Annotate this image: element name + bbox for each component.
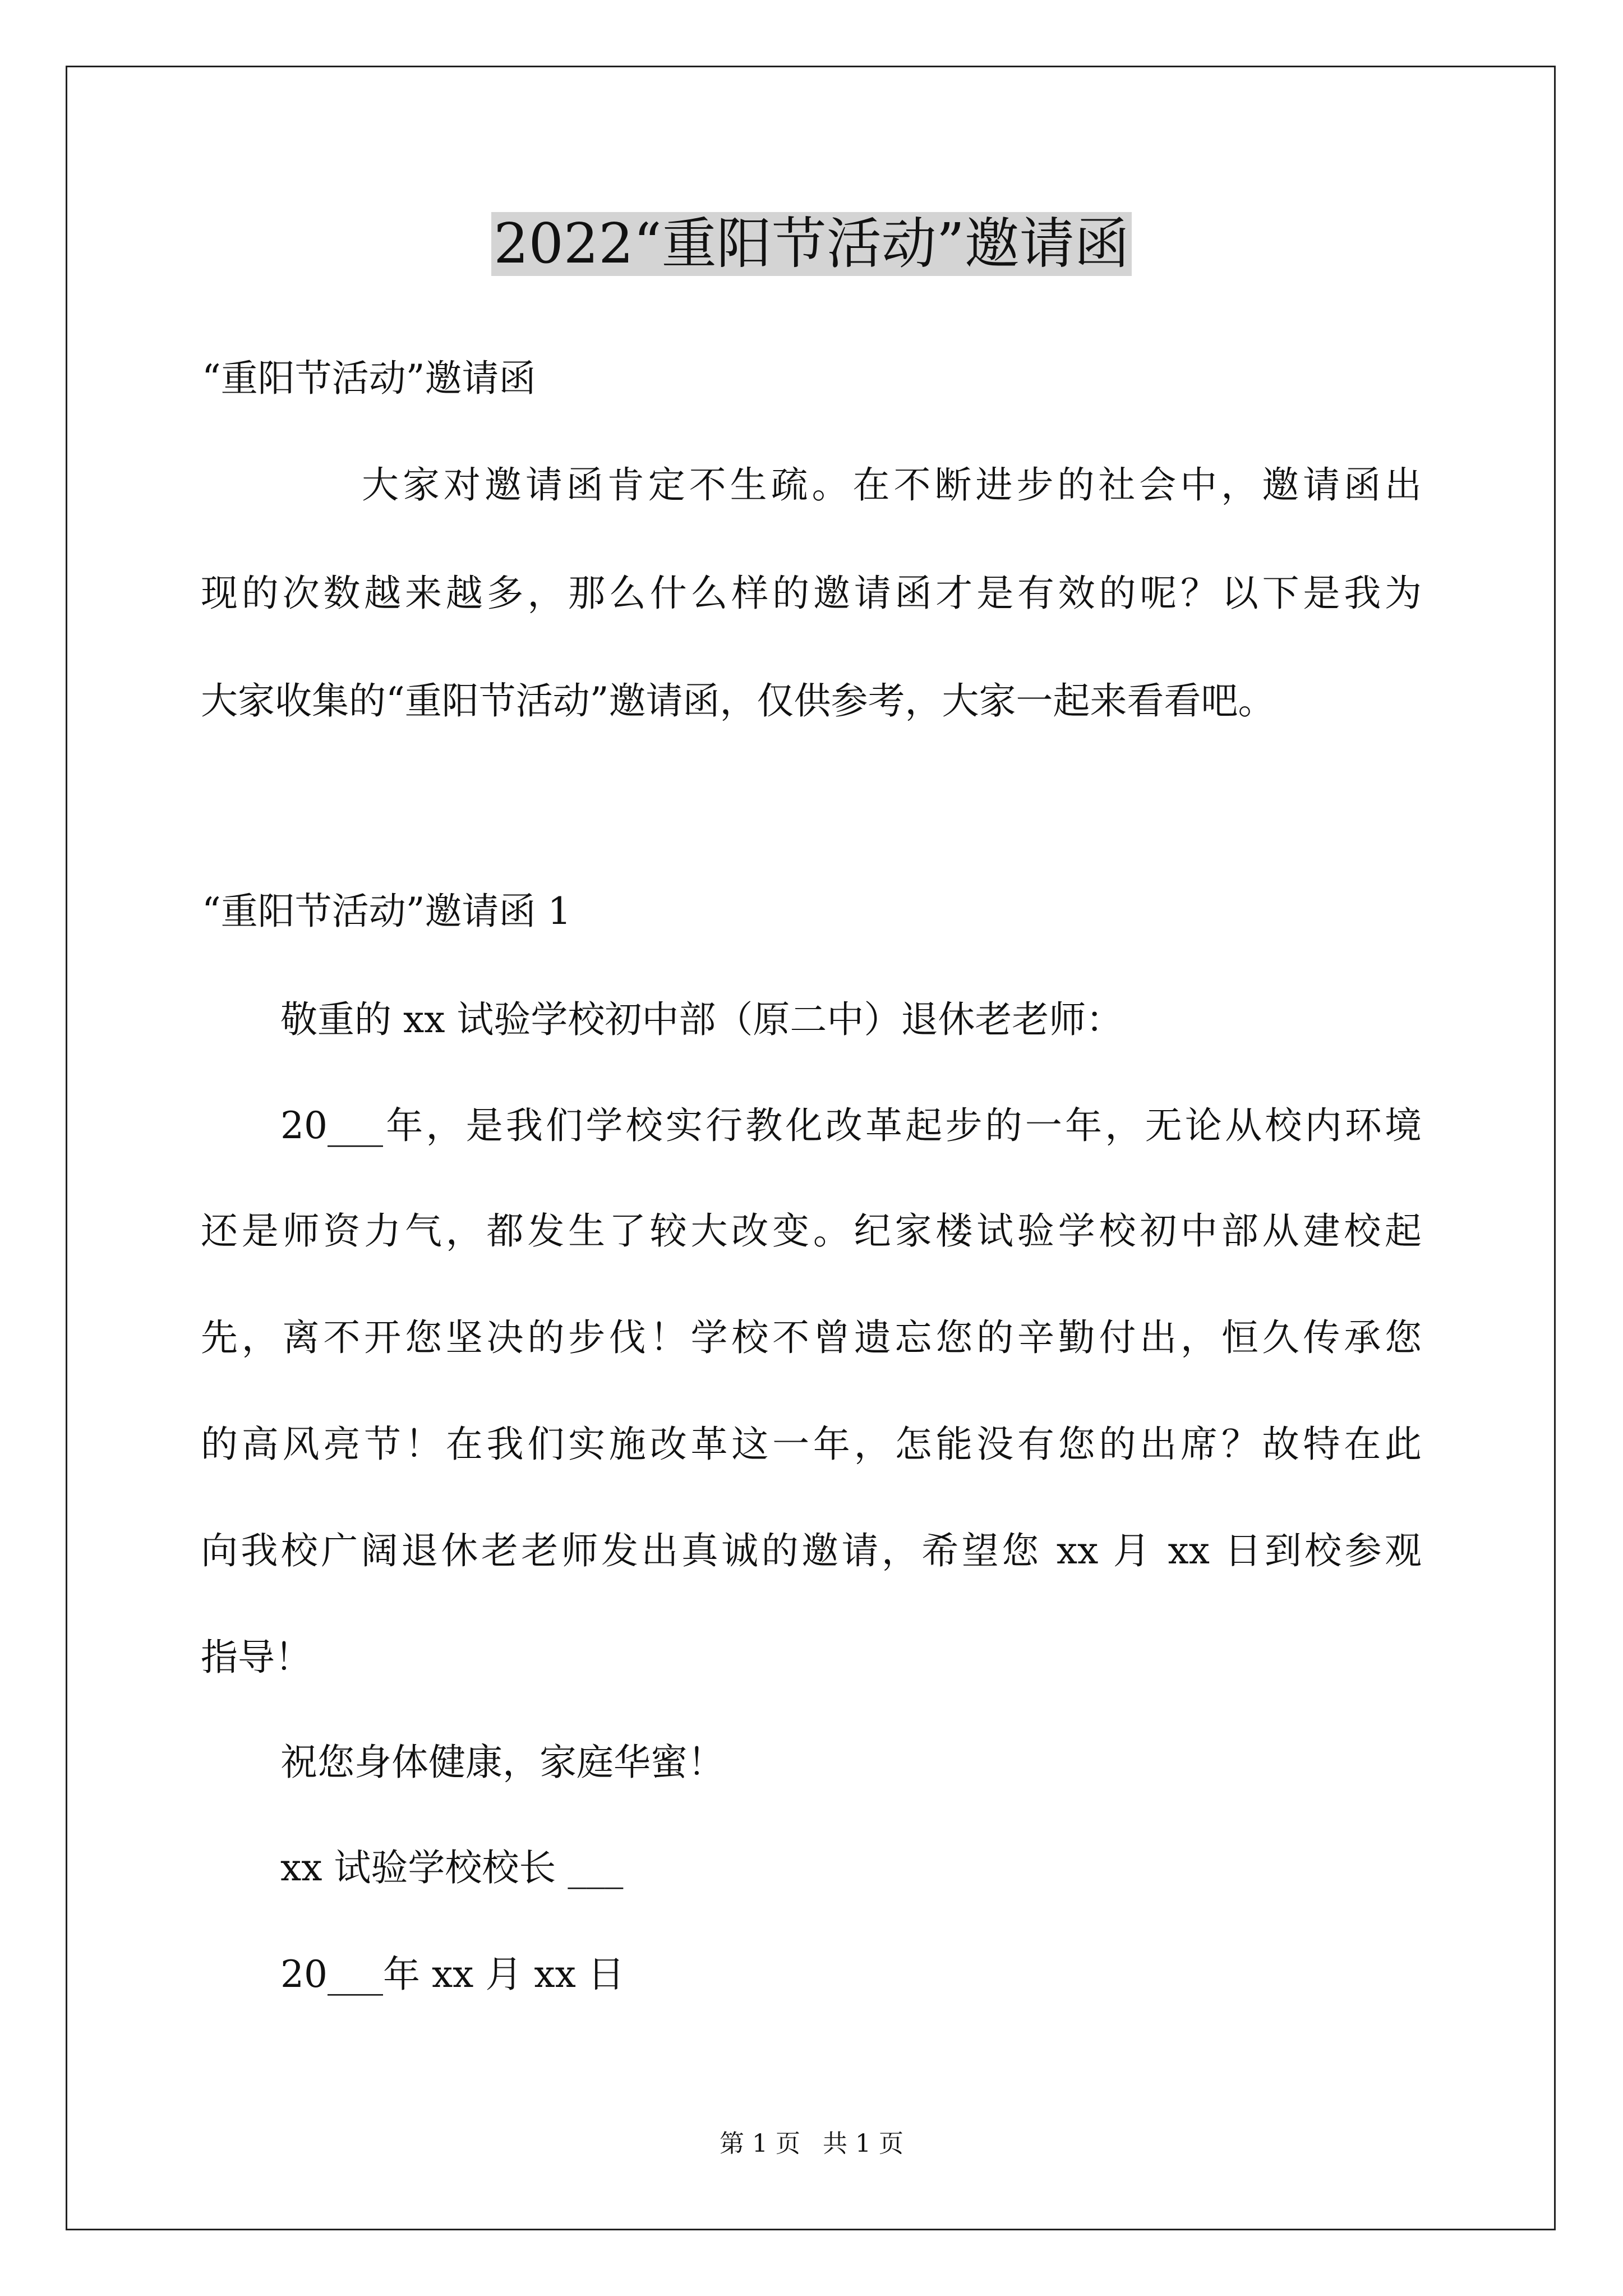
closing-line: 祝您身体健康，家庭华蜜！ bbox=[280, 1741, 725, 1784]
intro-paragraph-line: 大家对邀请函肯定不生疏。在不断进步的社会中，邀请函出 bbox=[362, 463, 1422, 507]
page-total: 共 1 页 bbox=[823, 2129, 903, 2158]
body-paragraph-line: 先，离不开您坚决的步伐！学校不曾遗忘您的辛勤付出，恒久传承您 bbox=[201, 1316, 1422, 1359]
date-line: 20___年 xx 月 xx 日 bbox=[280, 1953, 625, 1996]
page-number: 第 1 页 bbox=[720, 2129, 800, 2158]
signature-line: xx 试验学校校长 ___ bbox=[280, 1846, 624, 1889]
document-title bbox=[0, 205, 1623, 283]
body-paragraph-line: 指导！ bbox=[201, 1636, 312, 1679]
body-paragraph-line: 向我校广阔退休老老师发出真诚的邀请，希望您 xx 月 xx 日到校参观 bbox=[201, 1529, 1422, 1572]
body-paragraph-line: 20___年，是我们学校实行教化改革起步的一年，无论从校内环境 bbox=[280, 1104, 1422, 1147]
body-paragraph-line: 还是师资力气，都发生了较大改变。纪家楼试验学校初中部从建校起 bbox=[201, 1209, 1422, 1253]
salutation: 敬重的 xx 试验学校初中部（原二中）退休老老师： bbox=[280, 998, 1123, 1041]
page-footer bbox=[0, 2127, 1623, 2161]
document-title-text: 2022“重阳节活动”邀请函 bbox=[491, 212, 1132, 276]
intro-paragraph-line: 现的次数越来越多，那么什么样的邀请函才是有效的呢？以下是我为 bbox=[201, 572, 1422, 615]
section-heading: “重阳节活动”邀请函 1 bbox=[202, 890, 571, 933]
intro-paragraph-line: 大家收集的“重阳节活动”邀请函，仅供参考，大家一起来看看吧。 bbox=[201, 679, 1275, 723]
subtitle: “重阳节活动”邀请函 bbox=[202, 357, 536, 400]
body-paragraph-line: 的高风亮节！在我们实施改革这一年，怎能没有您的出席？故特在此 bbox=[201, 1423, 1422, 1466]
